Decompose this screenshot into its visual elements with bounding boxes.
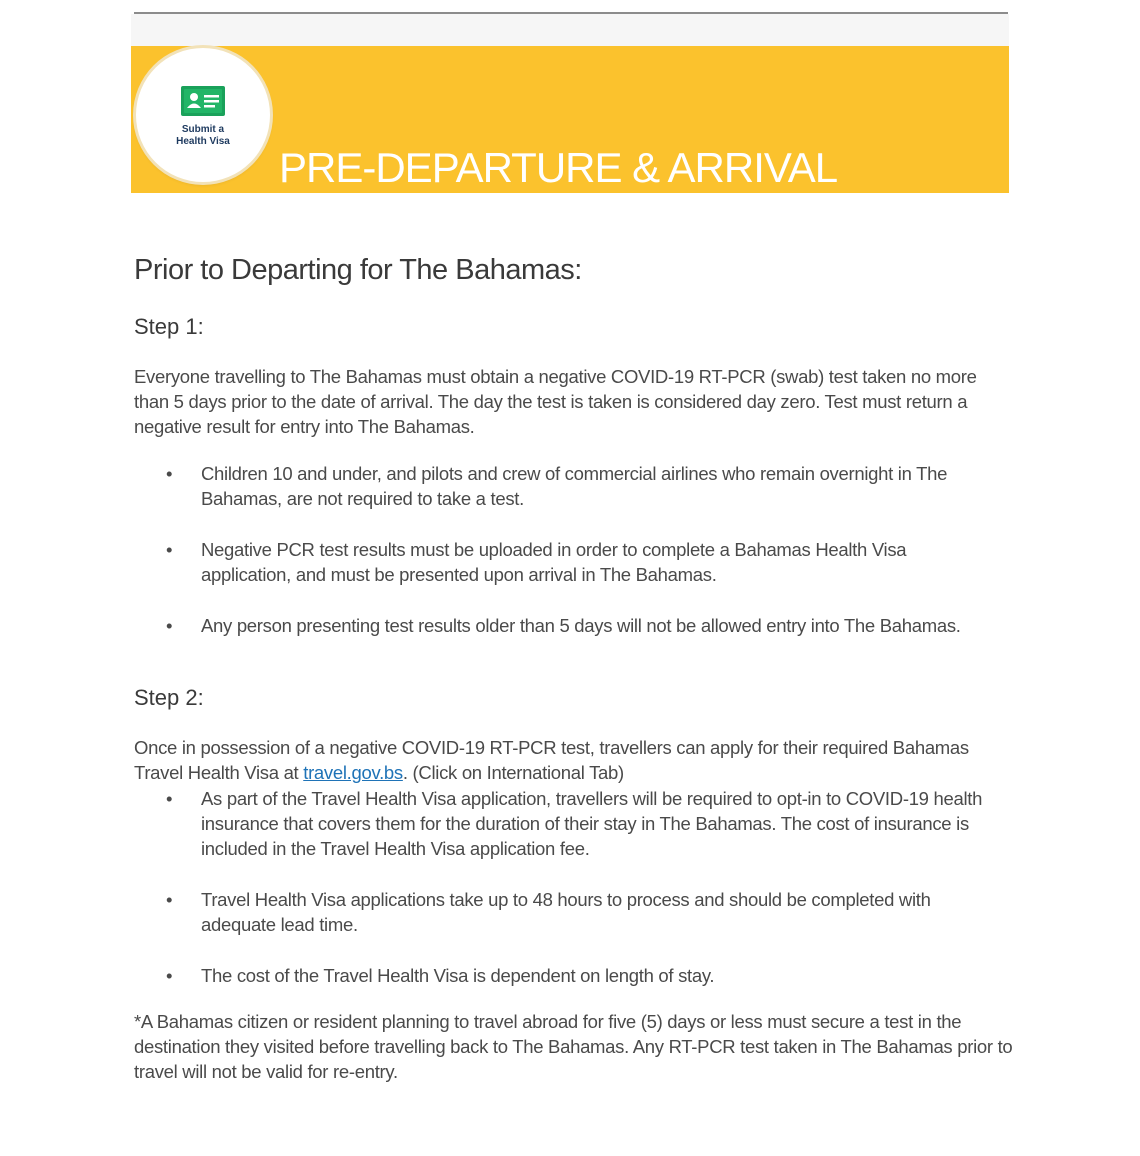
- section-heading: Prior to Departing for The Bahamas:: [134, 254, 582, 286]
- id-card-icon: [181, 86, 225, 116]
- bullet-dot: •: [166, 463, 173, 484]
- step2-text: Once in possession of a negative COVID-19 RT-PCR test, travellers can apply for their required Bahamas Travel Health Visa at travel.gov.bs. (Click on International Tab): [134, 737, 969, 783]
- step1-bullet: • Children 10 and under, and pilots and crew of commercial airlines who remain overnight in The Bahamas, are not required to take a test.: [166, 463, 948, 509]
- step1-bullet: • Any person presenting test results older than 5 days will not be allowed entry into The Bahamas.: [166, 615, 961, 636]
- step2-bullet: • Travel Health Visa applications take up to 48 hours to process and should be completed with adequate lead time.: [166, 889, 931, 935]
- bullet-dot: •: [166, 615, 173, 636]
- bullet-dot: •: [166, 788, 173, 809]
- step1-title: Step 1:: [134, 314, 204, 339]
- step1-bullet: • Negative PCR test results must be uploaded in order to complete a Bahamas Health Visa application, and must be presented upon arrival in The Bahamas.: [166, 539, 907, 585]
- step2-bullet: • The cost of the Travel Health Visa is dependent on length of stay.: [166, 965, 715, 986]
- travel-gov-link[interactable]: travel.gov.bs: [303, 762, 403, 783]
- bullet-dot: •: [166, 539, 173, 560]
- bullet-dot: •: [166, 889, 173, 910]
- top-strip: [131, 14, 1009, 46]
- page-title: PRE-DEPARTURE & ARRIVAL: [279, 144, 838, 191]
- step1-text: Everyone travelling to The Bahamas must obtain a negative COVID-19 RT-PCR (swab) test taken no more than 5 days prior to the date of arrival. The day the test is taken is considered day zero. Test must return a negative result for entry into The Bahamas.: [134, 366, 977, 437]
- submit-health-visa-badge[interactable]: [136, 48, 270, 182]
- footnote: *A Bahamas citizen or resident planning to travel abroad for five (5) days or less must secure a test in the destination they visited before travelling back to The Bahamas. Any RT-PCR test taken in The Bahamas prior to travel will not be valid for re-entry.: [134, 1011, 1013, 1082]
- step2-title: Step 2:: [134, 685, 204, 710]
- step2-bullet: • As part of the Travel Health Visa application, travellers will be required to opt-in to COVID-19 health insurance that covers them for the duration of their stay in The Bahamas. The cost of insurance is included in the Travel Health Visa application fee.: [166, 788, 983, 859]
- badge-label: Submit a Health Visa: [176, 124, 230, 147]
- bullet-dot: •: [166, 965, 173, 986]
